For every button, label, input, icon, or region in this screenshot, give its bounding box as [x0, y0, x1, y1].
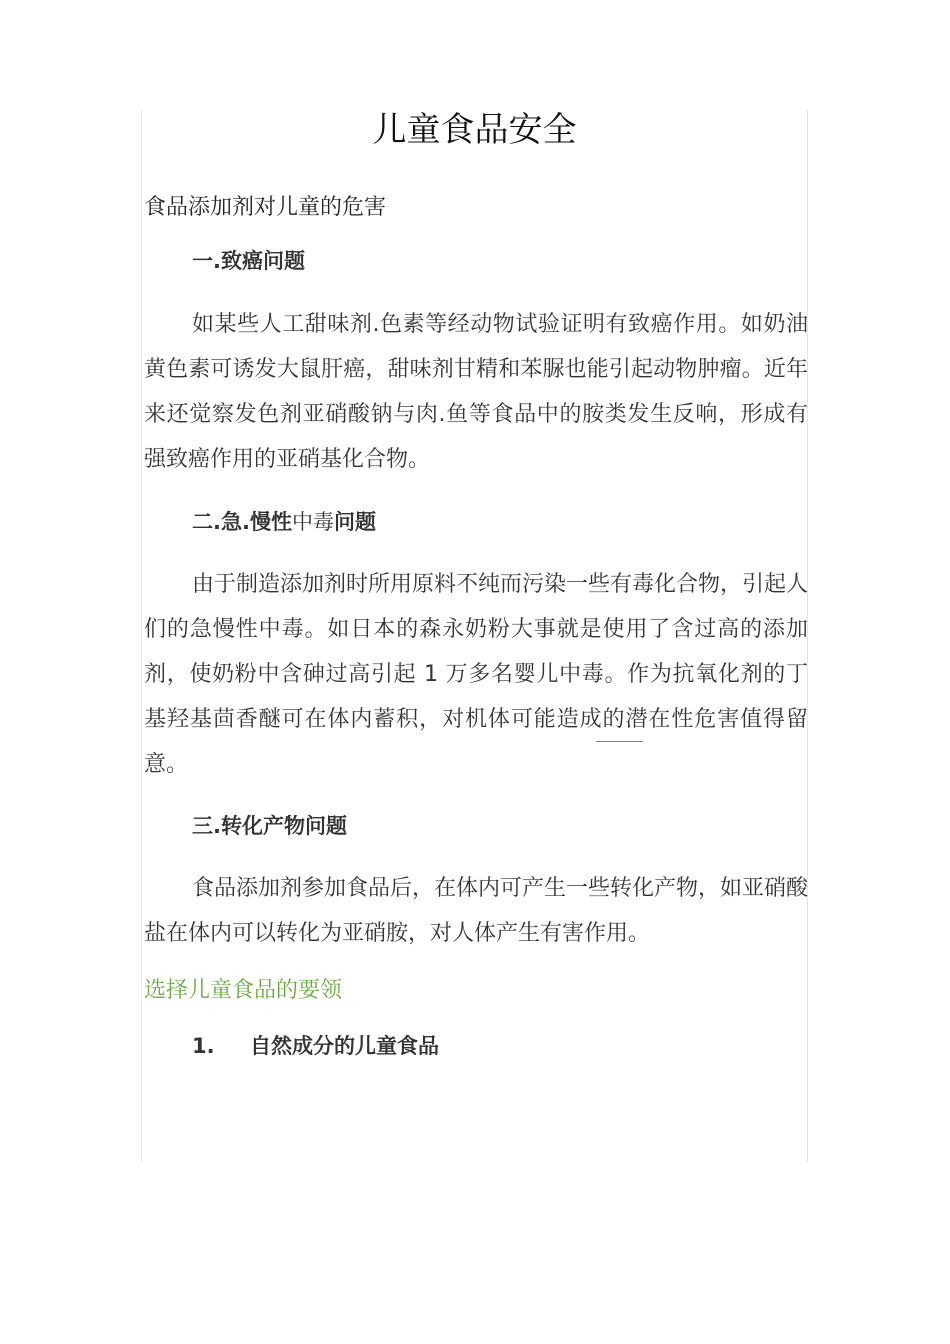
paragraph-conversion-products: 食品添加剂参加食品后，在体内可产生一些转化产物，如亚硝酸盐在体内可以转化为亚硝胺，对人体产生有害作用。	[144, 876, 809, 946]
scan-mark-line	[596, 741, 643, 742]
paragraph-poisoning: 由于制造添加剂时所用原料不纯而污染一些有毒化合物，引起人们的急慢性中毒。如日本的森永奶粉大事就是使用了含过高的添加剂，使奶粉中含砷过高引起 1 万多名婴儿中毒。作为抗氧化剂的丁基羟基茴香醚可在体内蓄积，对机体可能造成的潜在性危害值得留意。	[144, 572, 809, 777]
list-item-label: 自然成分的儿童食品	[250, 1034, 439, 1058]
list-item-number: 1.	[192, 1034, 215, 1058]
subheading-poisoning-part-b: 中毒	[291, 510, 334, 534]
subheading-poisoning-part-a: 二.急.慢性	[192, 510, 292, 534]
subheading-poisoning	[192, 504, 376, 540]
document-title: 儿童食品安全	[372, 110, 577, 150]
section-heading-additive-hazards: 食品添加剂对儿童的危害	[144, 195, 387, 220]
section-heading-choosing-food: 选择儿童食品的要领	[144, 978, 343, 1003]
subheading-conversion-products: 三.转化产物问题	[192, 814, 347, 838]
subheading-carcinogenic: 一.致癌问题	[192, 249, 305, 273]
list-item-natural-food	[192, 1028, 439, 1064]
subheading-poisoning-part-c: 问题	[333, 510, 376, 534]
paragraph-carcinogenic: 如某些人工甜味剂.色素等经动物试验证明有致癌作用。如奶油黄色素可诱发大鼠肝癌，甜味剂甘精和苯脲也能引起动物肿瘤。近年来还觉察发色剂亚硝酸钠与肉.鱼等食品中的胺类发生反响，形成有强致癌作用的亚硝基化合物。	[144, 312, 808, 472]
